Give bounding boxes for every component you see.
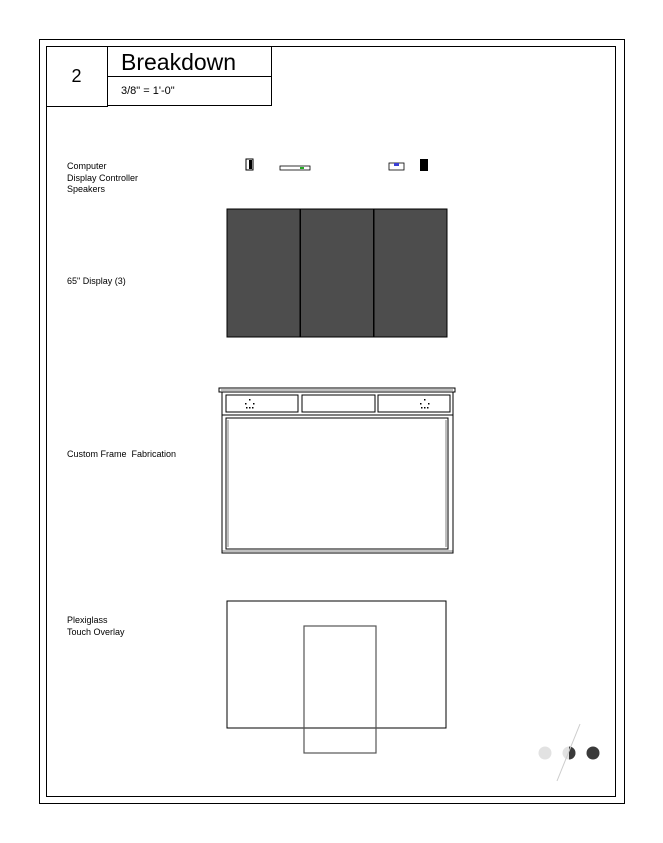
label-touch-overlay: Touch Overlay	[67, 626, 125, 637]
speaker-left-icon	[389, 163, 404, 170]
drawing-scale: 3/8" = 1'-0"	[107, 77, 272, 106]
frame-body-inner	[226, 418, 448, 549]
display-panel-2	[301, 209, 374, 337]
frame-body-outer	[222, 415, 453, 553]
logo-mark	[539, 724, 600, 781]
label-computer: Computer	[67, 161, 107, 171]
touch-overlay-panel	[304, 626, 376, 753]
sheet-number: 2	[46, 46, 108, 107]
plexiglass-panel	[227, 601, 446, 728]
equipment-row	[246, 159, 428, 171]
label-displays: 65" Display (3)	[67, 276, 126, 286]
speaker-right-icon	[420, 159, 428, 171]
speaker-grille-left-icon	[245, 399, 255, 409]
label-plexiglass: Plexiglass	[67, 615, 108, 625]
frame-compartment-center	[302, 395, 375, 412]
frame-compartment-left	[226, 395, 298, 412]
display-panel-3	[374, 209, 447, 337]
label-speakers: Speakers	[67, 184, 106, 194]
display-controller-icon	[280, 166, 310, 170]
label-display-controller: Display Controller	[67, 172, 139, 183]
custom-frame	[219, 388, 455, 553]
display-panels	[227, 209, 447, 337]
display-panel-1	[227, 209, 300, 337]
frame-compartment-right	[378, 395, 450, 412]
computer-icon	[246, 159, 253, 170]
plexiglass-overlay	[227, 601, 446, 753]
sheet-title: Breakdown	[107, 46, 272, 77]
label-frame: Custom Frame Fabrication	[67, 449, 177, 459]
speaker-grille-right-icon	[420, 399, 430, 409]
